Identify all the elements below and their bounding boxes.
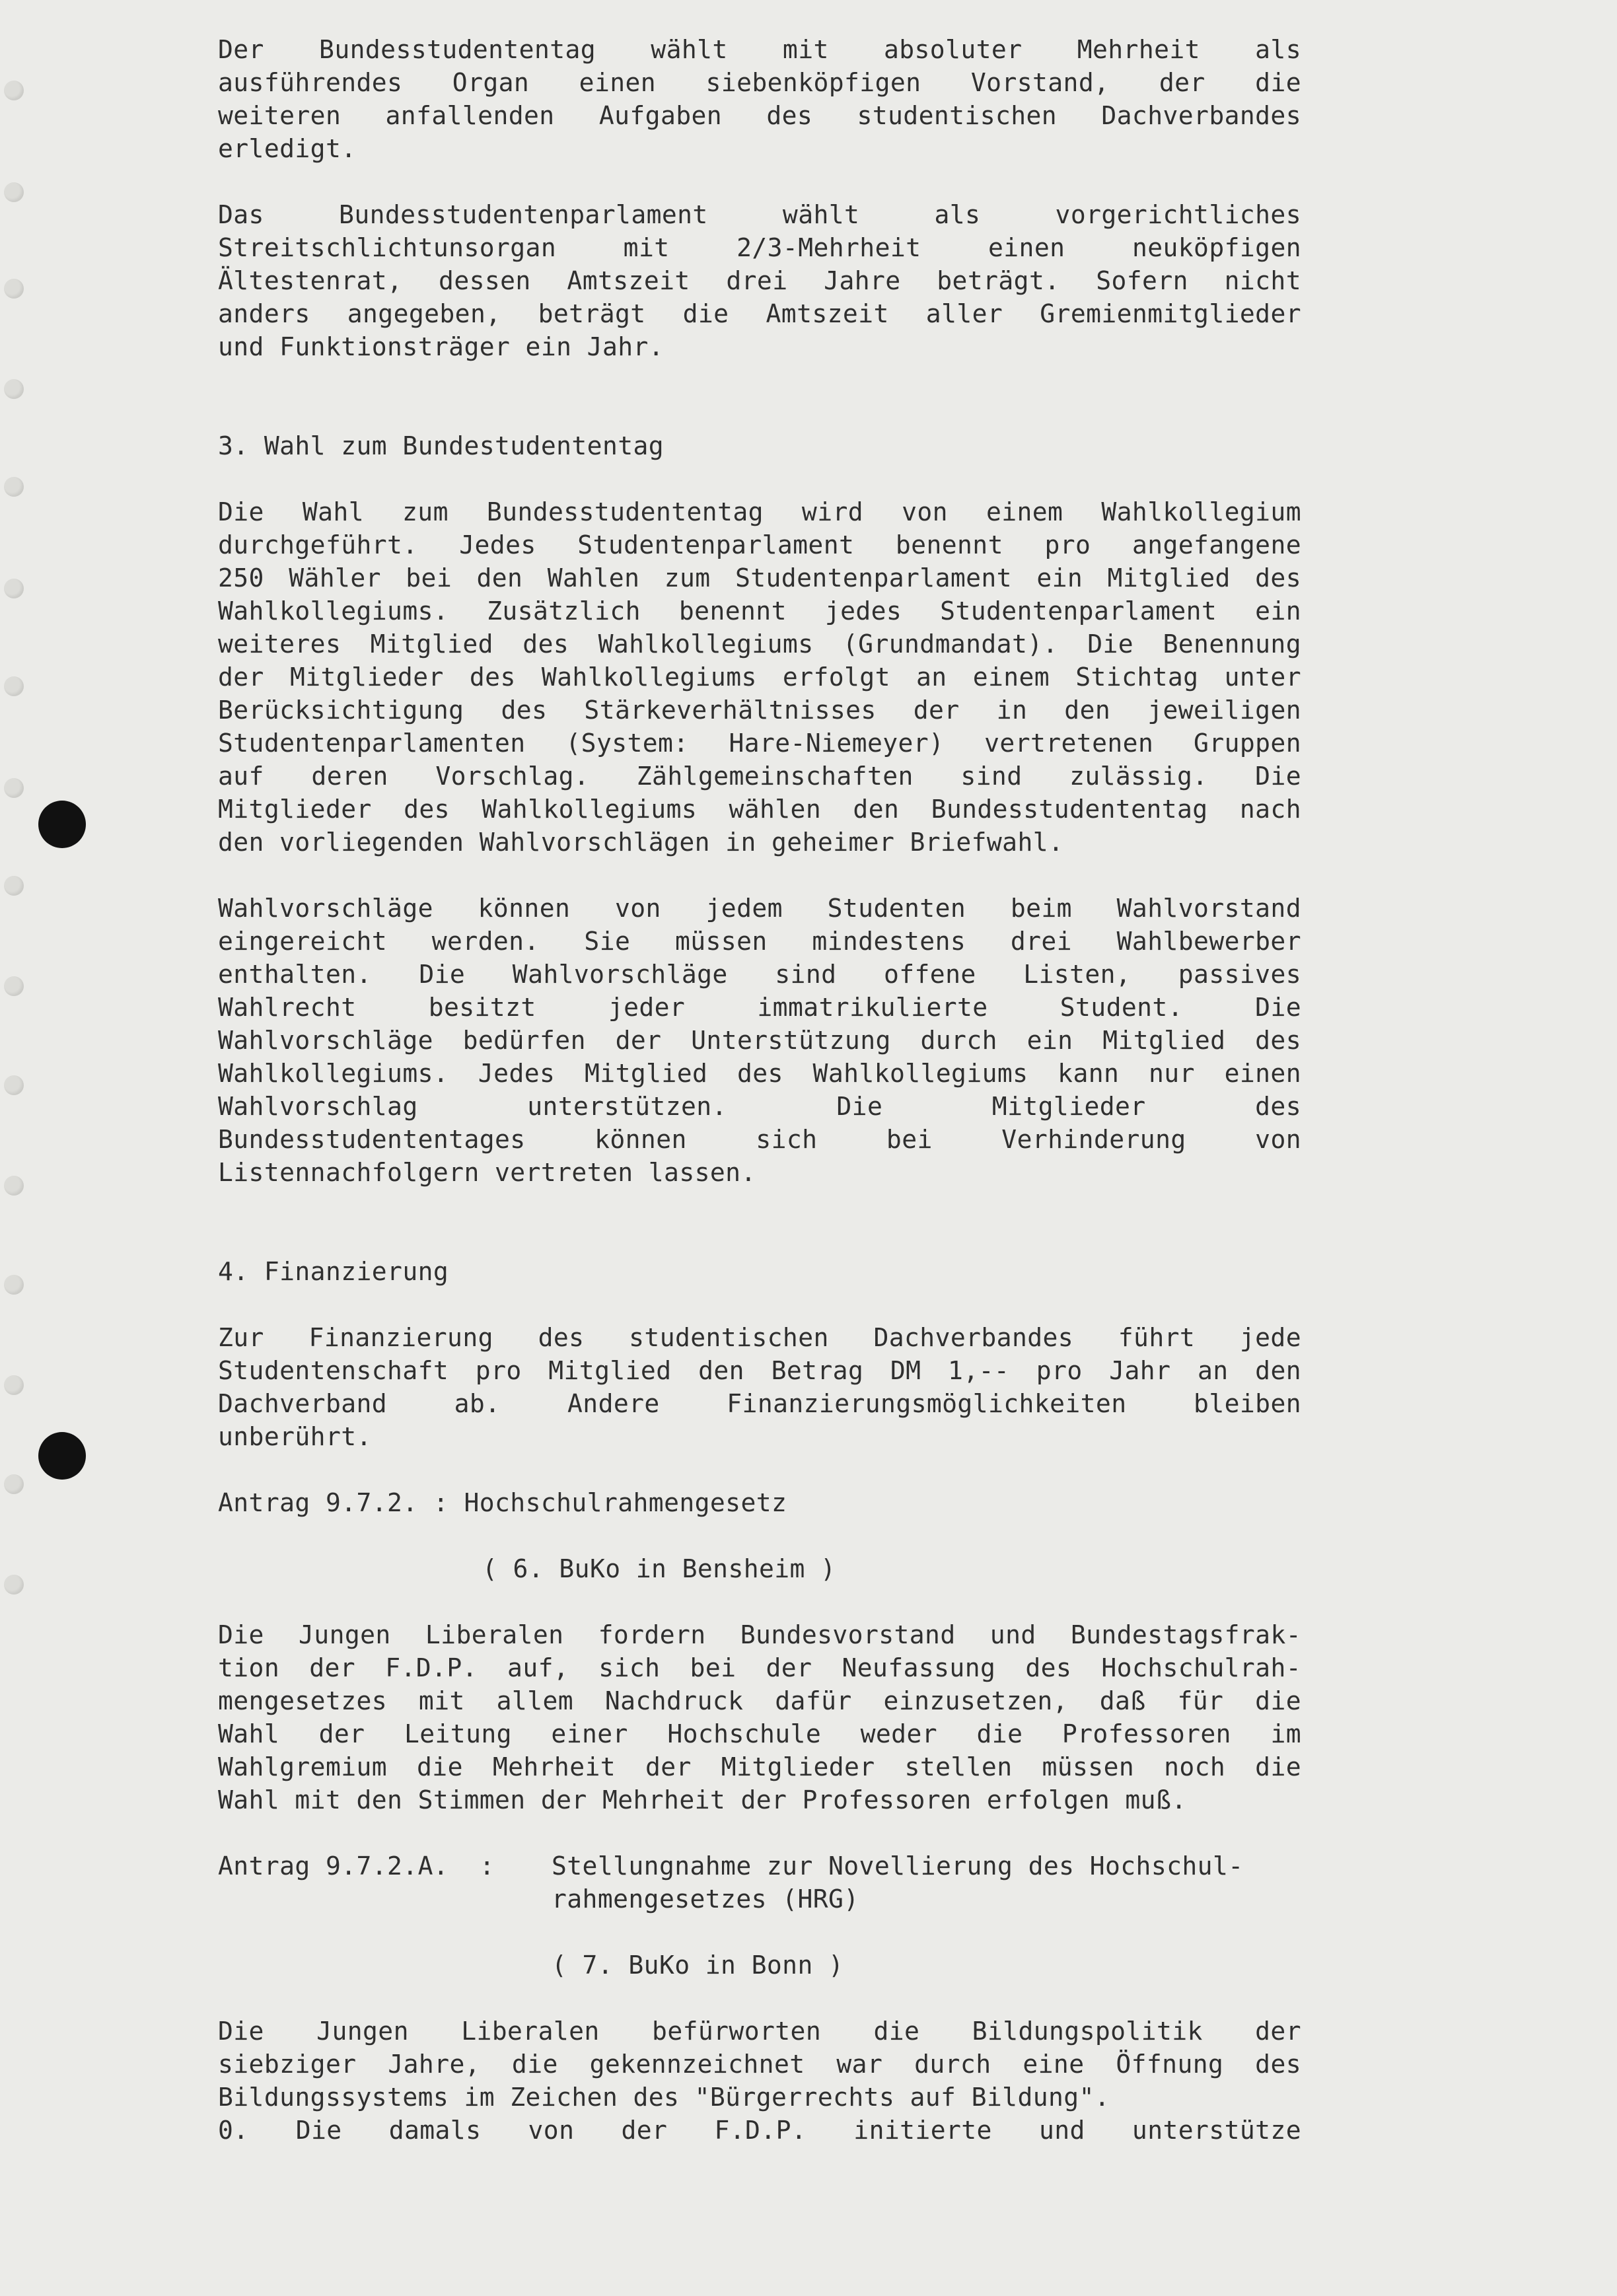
- text-line: Wahlvorschlag unterstützen. Die Mitglieder des: [218, 1092, 1301, 1121]
- text-line: enthalten. Die Wahlvorschläge sind offene Listen, passives: [218, 960, 1301, 989]
- antrag-title-line: Stellungnahme zur Novellierung des Hochschul-: [552, 1851, 1244, 1881]
- text-line: Die Jungen Liberalen fordern Bundesvorstand und Bundestagsfrak-: [218, 1620, 1301, 1649]
- punch-hole: [38, 1432, 86, 1480]
- text-line: Berücksichtigung des Stärkeverhältnisses der in den jeweiligen: [218, 696, 1301, 725]
- paragraph-finanzierung: [218, 1321, 1301, 1453]
- binder-hole: [4, 1575, 24, 1595]
- text-line: Wahlrecht besitzt jeder immatrikulierte Student. Die: [218, 993, 1301, 1022]
- text-line: unberührt.: [218, 1422, 372, 1451]
- text-line: durchgeführt. Jedes Studentenparlament benennt pro angefangene: [218, 530, 1301, 559]
- paragraph-vorstand: [218, 33, 1301, 165]
- binder-hole: [4, 1176, 24, 1196]
- text-line: 250 Wähler bei den Wahlen zum Studentenparlament ein Mitglied des: [218, 563, 1301, 592]
- binder-hole: [4, 379, 24, 399]
- binder-hole: [4, 1375, 24, 1395]
- text-line: den vorliegenden Wahlvorschlägen in geheimer Briefwahl.: [218, 828, 1064, 857]
- binder-hole: [4, 676, 24, 696]
- text-line: auf deren Vorschlag. Zählgemeinschaften sind zulässig. Die: [218, 762, 1301, 791]
- text-line: Wahl mit den Stimmen der Mehrheit der Professoren erfolgen muß.: [218, 1785, 1187, 1814]
- text-line: erledigt.: [218, 134, 357, 163]
- text-line: Ältestenrat, dessen Amtszeit drei Jahre beträgt. Sofern nicht: [218, 266, 1301, 295]
- text-line: der Mitglieder des Wahlkollegiums erfolgt an einem Stichtag unter: [218, 663, 1301, 692]
- binder-hole: [4, 182, 24, 202]
- binder-hole: [4, 1075, 24, 1095]
- text-line: ausführendes Organ einen siebenköpfigen Vorstand, der die: [218, 68, 1301, 97]
- text-line: Streitschlichtunsorgan mit 2/3-Mehrheit einen neuköpfigen: [218, 233, 1301, 262]
- antrag-number: Antrag 9.7.2.A. :: [218, 1851, 495, 1881]
- antrag-number: Antrag 9.7.2. :: [218, 1488, 464, 1517]
- text-line: tion der F.D.P. auf, sich bei der Neufassung des Hochschulrah-: [218, 1653, 1301, 1682]
- binder-hole: [4, 1474, 24, 1494]
- text-line: Wahlgremium die Mehrheit der Mitglieder stellen müssen noch die: [218, 1752, 1301, 1781]
- paragraph-wahlvorschlaege: [218, 892, 1301, 1189]
- section-heading-wahl: 3. Wahl zum Bundestudententag: [218, 431, 665, 460]
- antrag-origin-note: ( 7. BuKo in Bonn ): [552, 1951, 844, 1980]
- antrag-heading-hrg: [218, 1486, 1301, 1519]
- text-line: siebziger Jahre, die gekennzeichnet war durch eine Öffnung des: [218, 2050, 1301, 2079]
- paragraph-bildungspolitik: [218, 2015, 1301, 2147]
- paragraph-wahlkollegium: [218, 495, 1301, 859]
- text-line: eingereicht werden. Sie müssen mindestens drei Wahlbewerber: [218, 927, 1301, 956]
- text-line: Studentenschaft pro Mitglied den Betrag DM 1,-- pro Jahr an den: [218, 1356, 1301, 1385]
- binder-hole: [4, 279, 24, 299]
- text-line: Listennachfolgern vertreten lassen.: [218, 1158, 756, 1187]
- binder-hole: [4, 477, 24, 497]
- text-line: Studentenparlamenten (System: Hare-Niemeyer) vertretenen Gruppen: [218, 729, 1301, 758]
- binder-hole: [4, 778, 24, 798]
- text-line: Wahl der Leitung einer Hochschule weder die Professoren im: [218, 1719, 1301, 1748]
- antrag-title-line: rahmengesetzes (HRG): [552, 1884, 859, 1914]
- binder-hole: [4, 81, 24, 100]
- text-line: Zur Finanzierung des studentischen Dachverbandes führt jede: [218, 1323, 1301, 1352]
- text-line: und Funktionsträger ein Jahr.: [218, 332, 665, 361]
- text-line: Wahlkollegiums. Jedes Mitglied des Wahlkollegiums kann nur einen: [218, 1059, 1301, 1088]
- document-body: [218, 33, 1301, 2147]
- text-line: Wahlvorschläge können von jedem Studenten beim Wahlvorstand: [218, 894, 1301, 923]
- antrag-heading-novellierung: [218, 1849, 1301, 1916]
- antrag-title: Hochschulrahmengesetz: [464, 1488, 787, 1517]
- text-line: anders angegeben, beträgt die Amtszeit aller Gremienmitglieder: [218, 299, 1301, 328]
- text-line: Die Wahl zum Bundesstudententag wird von einem Wahlkollegium: [218, 497, 1301, 526]
- binder-hole: [4, 876, 24, 896]
- binder-hole: [4, 976, 24, 996]
- antrag-title: [552, 1849, 1301, 1916]
- paragraph-hochschulleitung: [218, 1618, 1301, 1816]
- text-line: Das Bundesstudentenparlament wählt als vorgerichtliches: [218, 200, 1301, 229]
- paragraph-aeltestenrat: [218, 198, 1301, 363]
- binder-hole: [4, 1275, 24, 1295]
- text-line: Wahlvorschläge bedürfen der Unterstützung durch ein Mitglied des: [218, 1026, 1301, 1055]
- text-line: mengesetzes mit allem Nachdruck dafür einzusetzen, daß für die: [218, 1686, 1301, 1715]
- text-line: Der Bundesstudententag wählt mit absoluter Mehrheit als: [218, 35, 1301, 64]
- binder-hole: [4, 579, 24, 598]
- text-line: weiteres Mitglied des Wahlkollegiums (Grundmandat). Die Benennung: [218, 629, 1301, 659]
- text-line: 0. Die damals von der F.D.P. initierte und unterstütze: [218, 2116, 1301, 2145]
- text-line: weiteren anfallenden Aufgaben des studentischen Dachverbandes: [218, 101, 1301, 130]
- text-line: Bundesstudententages können sich bei Verhinderung von: [218, 1125, 1301, 1154]
- punch-hole: [38, 801, 86, 848]
- section-heading-finanzierung: 4. Finanzierung: [218, 1257, 449, 1286]
- text-line: Bildungssystems im Zeichen des "Bürgerrechts auf Bildung".: [218, 2083, 1110, 2112]
- text-line: Die Jungen Liberalen befürworten die Bildungspolitik der: [218, 2017, 1301, 2046]
- antrag-origin-note: ( 6. BuKo in Bensheim ): [482, 1554, 836, 1583]
- text-line: Dachverband ab. Andere Finanzierungsmöglichkeiten bleiben: [218, 1389, 1301, 1418]
- text-line: Wahlkollegiums. Zusätzlich benennt jedes Studentenparlament ein: [218, 596, 1301, 626]
- text-line: Mitglieder des Wahlkollegiums wählen den Bundesstudententag nach: [218, 795, 1301, 824]
